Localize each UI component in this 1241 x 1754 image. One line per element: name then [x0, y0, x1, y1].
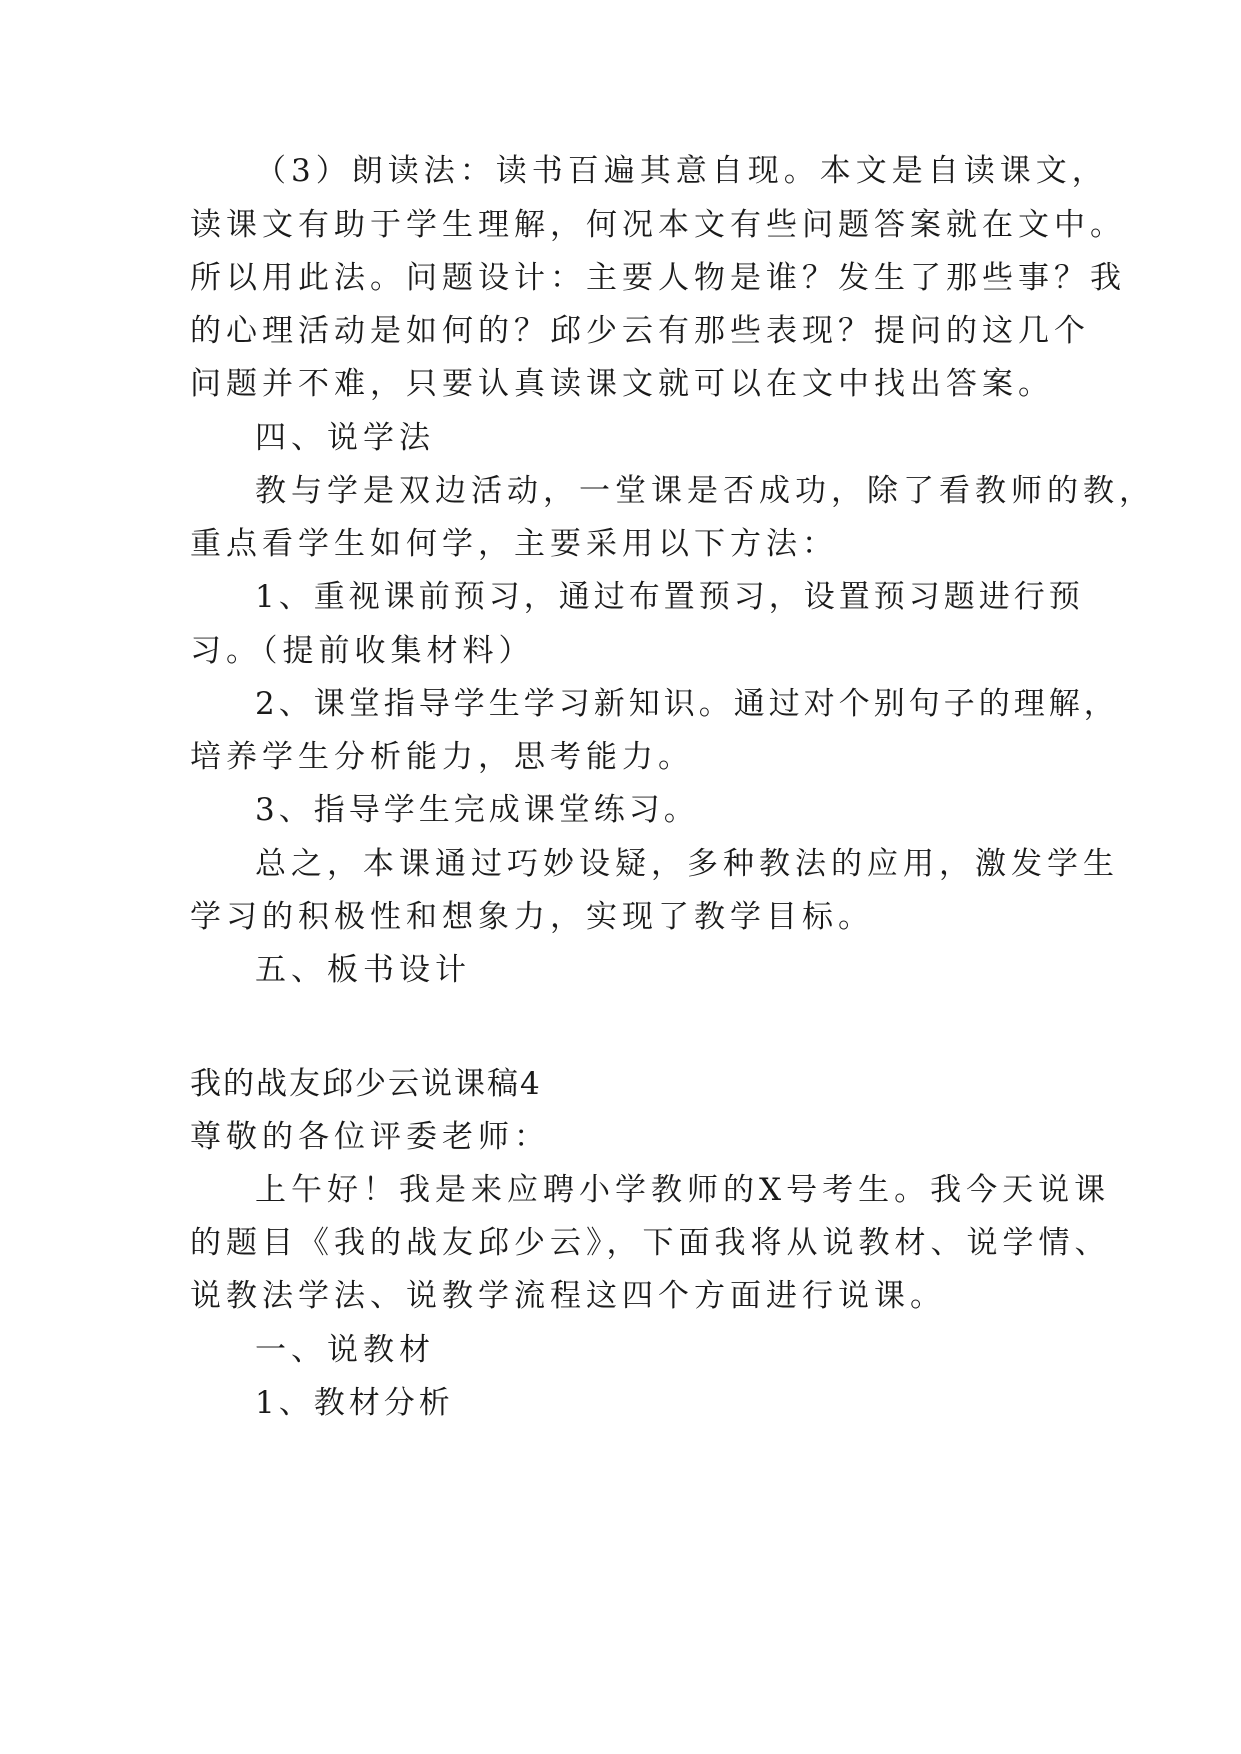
list-item: 2、课堂指导学生学习新知识。通过对个别句子的理解，: [255, 686, 1119, 722]
document-title: 我的战友邱少云说课稿4: [190, 1066, 542, 1102]
list-item: 3、指导学生完成课堂练习。: [255, 792, 699, 828]
list-item-continuation: 习。（提前收集材料）: [190, 633, 535, 669]
paragraph-line: 上午好！我是来应聘小学教师的X号考生。我今天说课: [255, 1172, 1111, 1208]
section-heading: 一、说教材: [255, 1332, 435, 1368]
section-heading: 四、说学法: [255, 420, 435, 456]
paragraph-line: 读课文有助于学生理解，何况本文有些问题答案就在文中。: [190, 207, 1126, 243]
paragraph-line: 重点看学生如何学，主要采用以下方法：: [190, 526, 838, 562]
list-item-continuation: 培养学生分析能力，思考能力。: [190, 739, 694, 775]
subsection-heading: 1、教材分析: [255, 1385, 454, 1421]
paragraph-line: 总之，本课通过巧妙设疑，多种教法的应用，激发学生: [255, 846, 1119, 882]
paragraph-line: 学习的积极性和想象力，实现了教学目标。: [190, 899, 874, 935]
section-heading: 五、板书设计: [255, 952, 471, 988]
paragraph-line: 教与学是双边活动，一堂课是否成功，除了看教师的教，: [255, 473, 1155, 509]
paragraph-line: 说教法学法、说教学流程这四个方面进行说课。: [190, 1278, 946, 1314]
paragraph-line: 的题目《我的战友邱少云》，下面我将从说教材、说学情、: [190, 1225, 1111, 1261]
paragraph-line: 问题并不难，只要认真读课文就可以在文中找出答案。: [190, 366, 1054, 402]
paragraph-line: 的心理活动是如何的？邱少云有那些表现？提问的这几个: [190, 313, 1090, 349]
list-item: 1、重视课前预习，通过布置预习，设置预习题进行预: [255, 579, 1084, 615]
paragraph-line: 所以用此法。问题设计：主要人物是谁？发生了那些事？我: [190, 260, 1126, 296]
paragraph-line: （3）朗读法：读书百遍其意自现。本文是自读课文，: [255, 153, 1108, 189]
salutation: 尊敬的各位评委老师：: [190, 1119, 550, 1155]
